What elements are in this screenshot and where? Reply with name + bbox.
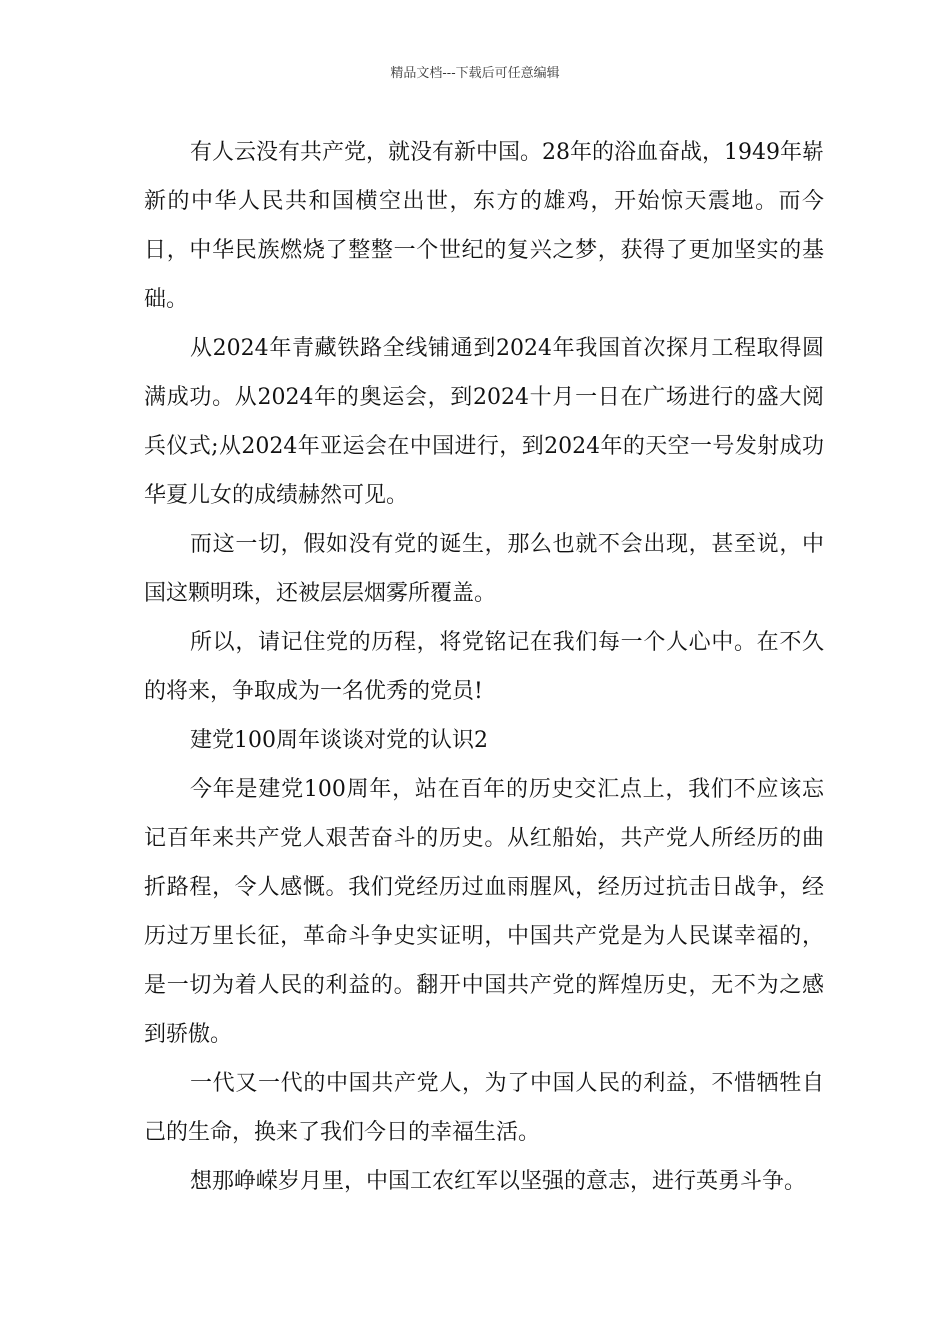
paragraph: 所以，请记住党的历程，将党铭记在我们每一个人心中。在不久的将来，争取成为一名优秀的党员! [144,630,824,704]
paragraph: 想那峥嵘岁月里，中国工农红军以坚强的意志，进行英勇斗争。 [190,1169,807,1194]
section-title: 建党100周年谈谈对党的认识2 [190,728,488,753]
paragraph: 有人云没有共产党，就没有新中国。28年的浴血奋战，1949年崭新的中华人民共和国横空出世，东方的雄鸡，开始惊天震地。而今日，中华民族燃烧了整整一个世纪的复兴之梦，获得了更加坚实的基础。 [144,140,824,312]
paragraph: 今年是建党100周年，站在百年的历史交汇点上，我们不应该忘记百年来共产党人艰苦奋斗的历史。从红船始，共产党人所经历的曲折路程，令人感慨。我们党经历过血雨腥风，经历过抗击日战争，经历过万里长征，革命斗争史实证明，中国共产党是为人民谋幸福的，是一切为着人民的利益的。翻开中国共产党的辉煌历史，无不为之感到骄傲。 [144,777,824,1047]
document-header: 精品文档---下载后可任意编辑 [390,66,560,81]
paragraph: 从2024年青藏铁路全线铺通到2024年我国首次探月工程取得圆满成功。从2024年的奥运会，到2024十月一日在广场进行的盛大阅兵仪式;从2024年亚运会在中国进行，到2024年的天空一号发射成功华夏儿女的成绩赫然可见。 [144,336,824,508]
paragraph: 一代又一代的中国共产党人，为了中国人民的利益，不惜牺牲自己的生命，换来了我们今日的幸福生活。 [144,1071,824,1145]
paragraph: 而这一切，假如没有党的诞生，那么也就不会出现，甚至说，中国这颗明珠，还被层层烟雾所覆盖。 [144,532,824,606]
document-body [144,128,824,1206]
